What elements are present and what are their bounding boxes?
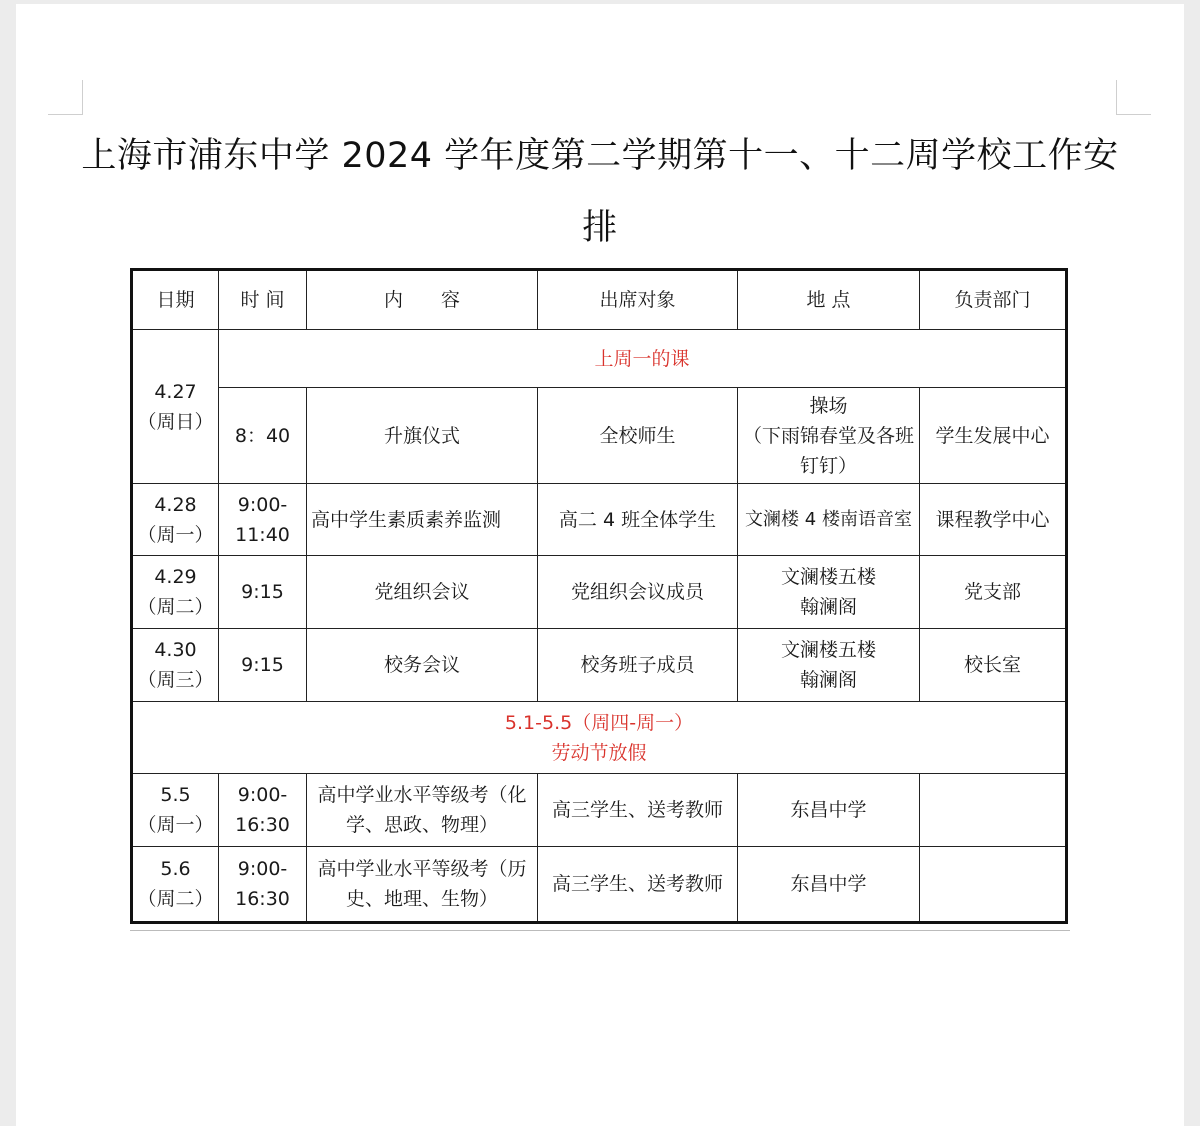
table-row [132,702,1067,774]
table-row [132,774,1067,847]
table-row [132,629,1067,702]
attendees-cell: 党组织会议成员 [538,556,738,629]
table-bottom-rule [130,930,1070,931]
date-cell [132,484,219,556]
date-value: 4.30 [154,639,197,661]
weekday-value: （周三） [137,669,214,691]
content-cell: 校务会议 [307,629,538,702]
attendees-cell: 全校师生 [538,388,738,484]
location-line-1: 文澜楼五楼 [780,566,876,588]
time-line-1: 9:00- [237,784,288,806]
time-line-2: 16:30 [235,888,290,910]
content-line-1: 高中学业水平等级考（历 [317,858,527,880]
location-line-1: 操场 [809,394,848,417]
date-value: 4.28 [154,493,197,516]
margin-corner-top-left [48,80,83,115]
department-cell: 党支部 [920,556,1067,629]
date-cell [132,774,219,847]
time-cell [219,847,307,923]
content-cell [307,774,538,847]
document-title [80,120,1120,264]
location-cell [738,629,920,702]
table-row [132,330,1067,388]
department-cell: 学生发展中心 [920,388,1067,484]
date-cell [132,629,219,702]
time-line-2: 11:40 [235,523,290,546]
time-cell: 9:15 [219,556,307,629]
attendees-cell: 高三学生、送考教师 [538,847,738,923]
time-cell: 8：40 [219,388,307,484]
date-value: 4.27 [154,380,197,403]
holiday-dates: 5.1-5.5（周四-周一） [504,711,694,734]
header-date: 日期 [132,270,219,330]
department-cell: 课程教学中心 [920,484,1067,556]
header-department: 负责部门 [920,270,1067,330]
weekday-value: （周日） [137,410,214,433]
document-page [16,4,1184,1126]
table-row [132,556,1067,629]
header-attendees: 出席对象 [538,270,738,330]
department-cell [920,847,1067,923]
table-row [132,847,1067,923]
table-header-row [132,270,1067,330]
header-time: 时 间 [219,270,307,330]
location-cell [738,556,920,629]
weekday-value: （周一） [137,814,214,836]
attendees-cell: 校务班子成员 [538,629,738,702]
content-line-2: 学、思政、物理） [345,814,498,836]
title-line-1: 上海市浦东中学 2024 学年度第二学期第十一、十二周学校工作安 [81,136,1119,176]
location-line-2: 翰澜阁 [799,669,857,691]
time-line-1: 9:00- [237,858,288,880]
time-cell [219,484,307,556]
location-cell [738,388,920,484]
time-line-2: 16:30 [235,814,290,836]
location-cell: 东昌中学 [738,847,920,923]
content-cell: 升旗仪式 [307,388,538,484]
header-location: 地 点 [738,270,920,330]
location-line-3: 钉钉） [799,454,857,477]
date-value: 4.29 [154,566,197,588]
time-cell [219,774,307,847]
location-line-1: 文澜楼五楼 [780,639,876,661]
weekday-value: （周一） [137,523,214,546]
time-cell: 9:15 [219,629,307,702]
date-cell [132,847,219,923]
content-cell: 党组织会议 [307,556,538,629]
holiday-name: 劳动节放假 [551,741,647,764]
weekday-value: （周二） [137,596,214,618]
date-cell [132,556,219,629]
date-value: 5.5 [160,784,191,806]
date-value: 5.6 [160,858,191,880]
notice-cell: 上周一的课 [219,330,1067,388]
time-line-1: 9:00- [237,493,288,516]
location-line-2: 翰澜阁 [799,596,857,618]
weekday-value: （周二） [137,888,214,910]
table-row [132,388,1067,484]
location-cell: 东昌中学 [738,774,920,847]
table-row [132,484,1067,556]
schedule-table [130,268,1068,924]
content-line-1: 高中学业水平等级考（化 [317,784,527,806]
header-content: 内 容 [307,270,538,330]
attendees-cell: 高二 4 班全体学生 [538,484,738,556]
holiday-notice-cell [132,702,1067,774]
margin-corner-top-right [1116,80,1151,115]
content-cell: 高中学生素质素养监测 [307,484,538,556]
attendees-cell: 高三学生、送考教师 [538,774,738,847]
content-line-2: 史、地理、生物） [345,888,498,910]
content-cell [307,847,538,923]
location-line-2: （下雨锦春堂及各班 [742,424,914,447]
date-cell [132,330,219,484]
title-line-2: 排 [582,208,618,248]
department-cell: 校长室 [920,629,1067,702]
location-cell: 文澜楼 4 楼南语音室 [738,484,920,556]
department-cell [920,774,1067,847]
